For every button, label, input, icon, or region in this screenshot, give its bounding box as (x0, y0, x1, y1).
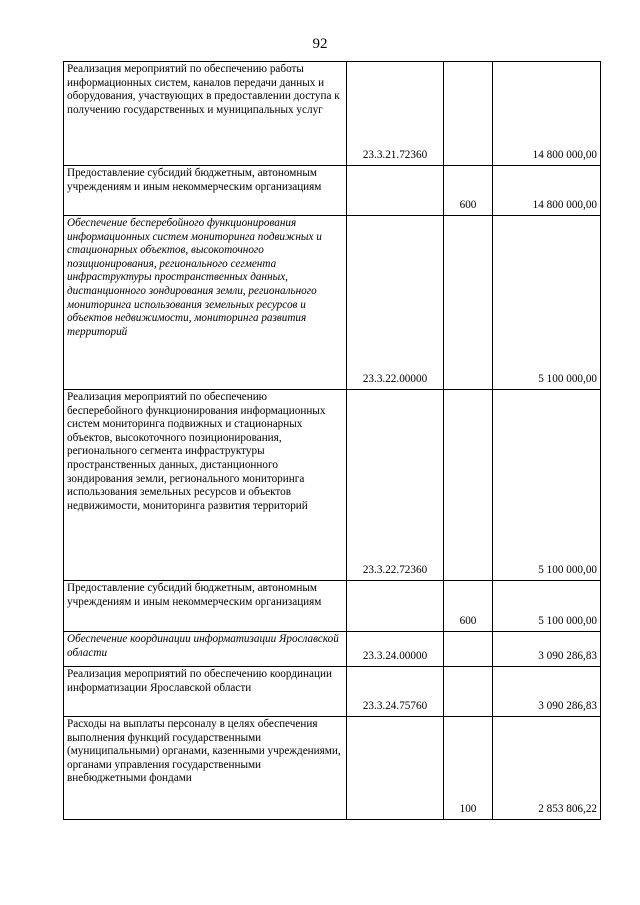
amount: 14 800 000,00 (493, 166, 601, 216)
expense-name: Реализация мероприятий по обеспечению работы информационных систем, каналов передачи данных и оборудования, участвующих в предоставлении доступа к получению государственных и муниципальных услуг (64, 62, 347, 166)
amount: 5 100 000,00 (493, 216, 601, 390)
expense-name: Предоставление субсидий бюджетным, автономным учреждениям и иным некоммерческим организациям (64, 166, 347, 216)
table-row (64, 62, 601, 166)
target-code (347, 581, 444, 632)
target-code (347, 717, 444, 820)
table-row (64, 390, 601, 581)
table-row (64, 166, 601, 216)
table-row (64, 581, 601, 632)
amount: 14 800 000,00 (493, 62, 601, 166)
target-code: 23.3.24.00000 (347, 632, 444, 667)
expense-type-code (444, 667, 493, 717)
expense-name: Расходы на выплаты персоналу в целях обеспечения выполнения функций государственными (муниципальными) органами, казенными учреждениями, органами управления государственными внебюджетными фондами (64, 717, 347, 820)
target-code (347, 166, 444, 216)
amount: 5 100 000,00 (493, 581, 601, 632)
amount: 3 090 286,83 (493, 632, 601, 667)
expense-name: Реализация мероприятий по обеспечению бесперебойного функционирования информационных систем мониторинга подвижных и стационарных объектов, высокоточного позиционирования, регионального сегмента инфраструктуры пространственных данных, дистанционного зондирования земли, регионального мониторинга использования земельных ресурсов и объектов недвижимости, мониторинга развития территорий (64, 390, 347, 581)
amount: 2 853 806,22 (493, 717, 601, 820)
expense-type-code (444, 632, 493, 667)
amount: 5 100 000,00 (493, 390, 601, 581)
budget-table (63, 61, 601, 820)
expense-name: Обеспечение координации информатизации Ярославской области (64, 632, 347, 667)
expense-type-code (444, 390, 493, 581)
expense-name: Предоставление субсидий бюджетным, автономным учреждениям и иным некоммерческим организациям (64, 581, 347, 632)
expense-type-code (444, 216, 493, 390)
amount: 3 090 286,83 (493, 667, 601, 717)
target-code: 23.3.22.72360 (347, 390, 444, 581)
expense-name: Реализация мероприятий по обеспечению координации информатизации Ярославской области (64, 667, 347, 717)
expense-type-code: 100 (444, 717, 493, 820)
expense-type-code (444, 62, 493, 166)
page-number: 92 (312, 36, 328, 52)
expense-type-code: 600 (444, 581, 493, 632)
table-row (64, 667, 601, 717)
table-row (64, 216, 601, 390)
target-code: 23.3.22.00000 (347, 216, 444, 390)
expense-name: Обеспечение бесперебойного функционирования информационных систем мониторинга подвижных и стационарных объектов, высокоточного позиционирования, регионального сегмента инфраструктуры пространственных данных, дистанционного зондирования земли, регионального мониторинга использования земельных ресурсов и объектов недвижимости, мониторинга развития территорий (64, 216, 347, 390)
table-row (64, 632, 601, 667)
target-code: 23.3.24.75760 (347, 667, 444, 717)
target-code: 23.3.21.72360 (347, 62, 444, 166)
expense-type-code: 600 (444, 166, 493, 216)
table-row (64, 717, 601, 820)
